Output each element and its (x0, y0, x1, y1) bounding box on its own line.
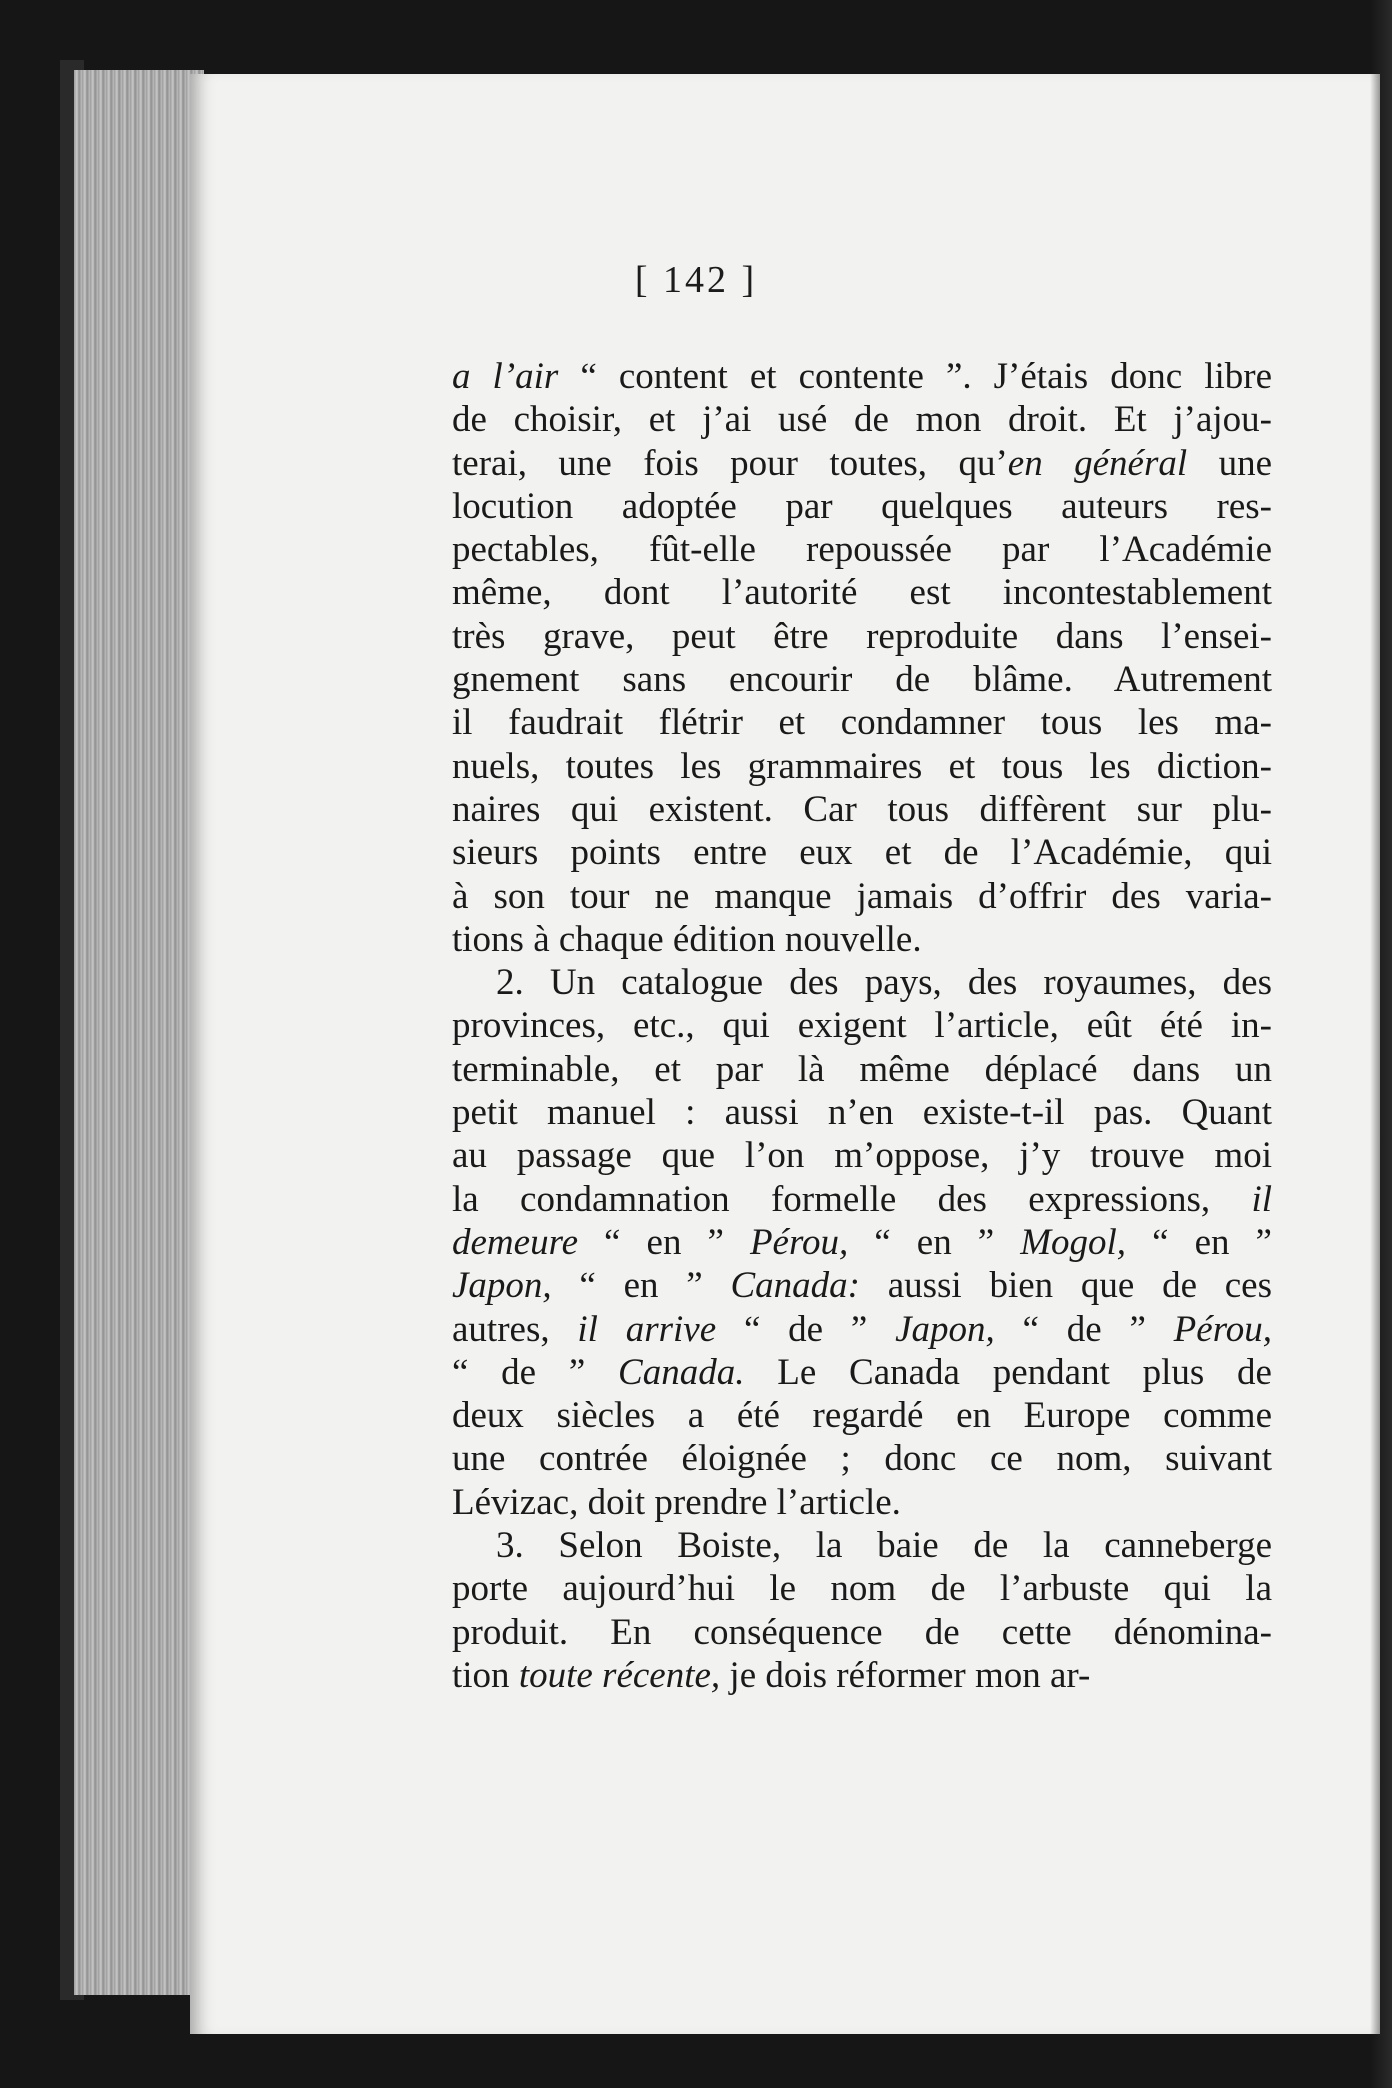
text-run: autres, (452, 1308, 578, 1350)
italic-text: Canada. (618, 1351, 745, 1393)
text-run: à son tour ne manque jamais d’offrir des varia- (452, 875, 1272, 917)
text-line (452, 571, 1272, 614)
paragraph (452, 1524, 1272, 1697)
text-run: sieurs points entre eux et de l’Académie, qui (452, 832, 1272, 874)
text-run: Lévizac, doit prendre l’article. (452, 1481, 901, 1523)
text-line (452, 831, 1272, 874)
text-line (452, 1524, 1272, 1567)
text-run: une contrée éloignée ; donc ce nom, suivant (452, 1438, 1272, 1480)
italic-text: Mogol, (1020, 1221, 1127, 1263)
text-line (452, 485, 1272, 528)
text-line (452, 701, 1272, 744)
text-line (452, 1611, 1272, 1654)
text-run: petit manuel : aussi n’en existe-t-il pas. Quant (452, 1092, 1272, 1134)
paragraph (452, 355, 1272, 961)
text-run: 2. Un catalogue des pays, des royaumes, des (496, 962, 1272, 1004)
text-line (452, 788, 1272, 831)
text-line (452, 1048, 1272, 1091)
text-line (452, 1221, 1272, 1264)
italic-text: il (1251, 1178, 1272, 1220)
text-run: “ en ” (551, 1265, 731, 1307)
text-run: 3. Selon Boiste, la baie de la canneberge (496, 1525, 1272, 1567)
text-line (452, 398, 1272, 441)
text-line (452, 918, 1272, 961)
text-run: Le Canada pendant plus de (744, 1351, 1272, 1393)
text-line (452, 355, 1272, 398)
text-run: très grave, peut être reproduite dans l’ensei- (452, 615, 1272, 657)
text-run: porte aujourd’hui le nom de l’arbuste qui la (452, 1568, 1272, 1610)
italic-text: demeure (452, 1221, 579, 1263)
text-run: tion (452, 1654, 519, 1696)
italic-text: Japon, (452, 1265, 552, 1307)
text-line (452, 528, 1272, 571)
text-line (452, 1308, 1272, 1351)
text-run: aussi bien que de ces (859, 1265, 1272, 1307)
paragraph (452, 961, 1272, 1524)
text-line (452, 615, 1272, 658)
text-run: il faudrait flétrir et condamner tous les ma- (452, 702, 1272, 744)
text-line (452, 1437, 1272, 1480)
text-run: pectables, fût-elle repoussée par l’Académie (452, 529, 1272, 571)
text-run: terai, une fois pour toutes, qu’ (452, 442, 1008, 484)
italic-text: Canada: (730, 1265, 860, 1307)
page-edges (74, 70, 204, 1995)
italic-text: a l’air (452, 356, 559, 397)
italic-text: Japon, (895, 1308, 995, 1350)
text-run: terminable, et par là même déplacé dans un (452, 1048, 1272, 1090)
text-run: “ de ” (994, 1308, 1174, 1350)
text-run: locution adoptée par quelques auteurs res- (452, 485, 1272, 527)
text-run: même, dont l’autorité est incontestablement (452, 572, 1272, 614)
text-run: “ de ” (452, 1351, 619, 1393)
text-line (452, 1178, 1272, 1221)
page-right-shadow (1370, 0, 1392, 2088)
text-run: “ content et contente ”. J’étais donc libre (558, 356, 1273, 397)
text-line (452, 1394, 1272, 1437)
text-line (452, 745, 1272, 788)
text-line (452, 875, 1272, 918)
text-run: deux siècles a été regardé en Europe comme (452, 1395, 1272, 1437)
text-run: “ en ” (848, 1221, 1021, 1263)
text-line (452, 1654, 1272, 1697)
text-line (452, 1004, 1272, 1047)
text-line (452, 1567, 1272, 1610)
text-line (452, 658, 1272, 701)
text-line (452, 961, 1272, 1004)
text-run: tions à chaque édition nouvelle. (452, 918, 922, 960)
text-run: “ en ” (1126, 1221, 1272, 1263)
italic-text: Pérou, (1173, 1308, 1272, 1350)
text-run: nuels, toutes les grammaires et tous les diction- (452, 745, 1272, 787)
text-line (452, 1351, 1272, 1394)
italic-text: en général (1007, 442, 1188, 484)
text-run: la condamnation formelle des expressions, (452, 1178, 1252, 1220)
text-run: une (1187, 442, 1272, 484)
text-run: gnement sans encourir de blâme. Autrement (452, 659, 1272, 701)
text-run: “ de ” (716, 1308, 896, 1350)
text-line (452, 1264, 1272, 1307)
text-line (452, 1091, 1272, 1134)
text-run: naires qui existent. Car tous diffèrent sur plu- (452, 788, 1272, 830)
italic-text: Pérou, (749, 1221, 849, 1263)
text-run: produit. En conséquence de cette dénomina- (452, 1611, 1272, 1653)
body-text (452, 355, 1272, 1697)
text-line (452, 442, 1272, 485)
italic-text: toute récente, (518, 1654, 721, 1696)
text-run: au passage que l’on m’oppose, j’y trouve moi (452, 1135, 1272, 1177)
text-line (452, 1481, 1272, 1524)
text-line (452, 1134, 1272, 1177)
italic-text: il arrive (577, 1308, 717, 1350)
text-run: provinces, etc., qui exigent l’article, eût été in- (452, 1005, 1272, 1047)
text-run: “ en ” (578, 1221, 750, 1263)
text-run: de choisir, et j’ai usé de mon droit. Et j’ajou- (452, 399, 1272, 441)
text-run: je dois réformer mon ar- (720, 1654, 1091, 1696)
page-number: [ 142 ] (634, 259, 758, 301)
